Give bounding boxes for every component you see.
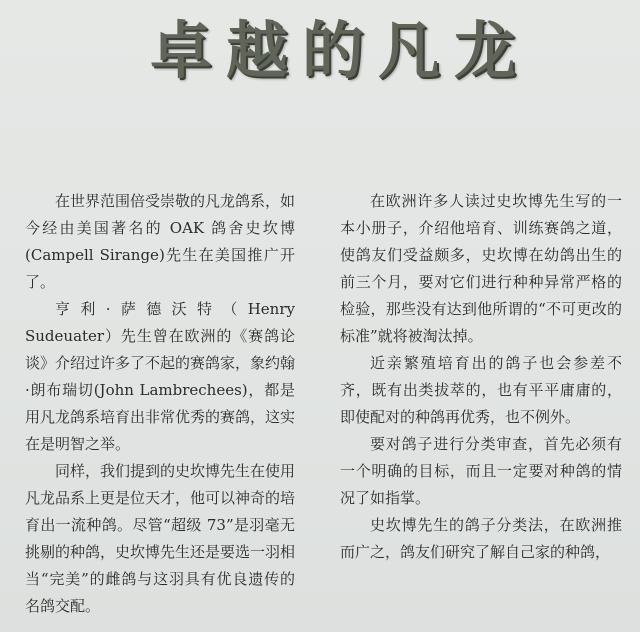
left-column (25, 188, 295, 620)
paragraph: 同样，我们提到的史坎博先生在使用凡龙品系上更是位天才，他可以神奇的培育出一流种鸽。尽管“超级 73”是羽毫无挑剔的种鸽，史坎博先生还是要选一羽相当“完美”的雌鸽与这羽具有优良遗传的名鸽交配。 (25, 462, 296, 615)
paragraph: 史坎博先生的鸽子分类法，在欧洲推而广之，鸽友们研究了解自己家的种鸽， (340, 516, 622, 561)
paragraph: 近亲繁殖培育出的鸽子也会参差不齐，既有出类拔萃的，也有平平庸庸的，即使配对的种鸽再优秀，也不例外。 (340, 354, 622, 426)
article-title: 卓越的凡龙 (150, 14, 531, 87)
paragraph: 在欧洲许多人读过史坎博先生写的一本小册子，介绍他培育、训练赛鸽之道，使鸽友们受益颇多，史坎博在幼鸽出生的前三个月，要对它们进行种种异常严格的检验，那些没有达到他所谓的“不可更改的标准”就将被淘汰掉。 (340, 192, 622, 345)
paragraph: 在世界范围倍受崇敬的凡龙鸽系，如今经由美国著名的 OAK 鸽舍史坎博(Campell Sirange)先生在美国推广开了。 (25, 192, 296, 291)
right-column (340, 188, 622, 566)
paragraph: 亨利·萨德沃特（Henry Sudeuater）先生曾在欧洲的《赛鸽论谈》介绍过许多了不起的赛鸽家，象约翰·朗布瑞切(John Lambrechees)，都是用凡龙鸽系培育出非常优秀的赛鸽，这实在是明智之举。 (25, 300, 296, 453)
paragraph: 要对鸽子进行分类审查，首先必须有一个明确的目标，而且一定要对种鸽的情况了如指掌。 (340, 435, 622, 507)
